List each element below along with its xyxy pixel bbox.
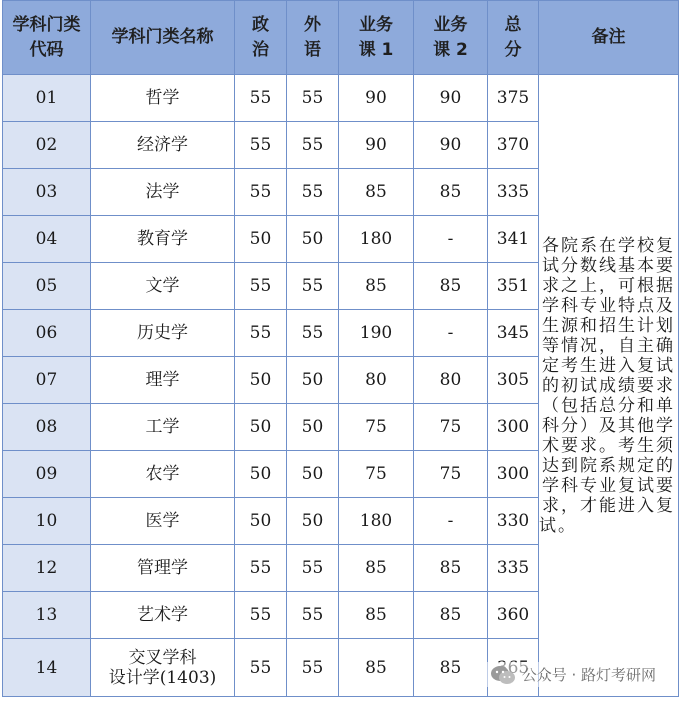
header-language: 外 语	[287, 1, 339, 75]
cell-name: 哲学	[91, 75, 235, 122]
header-course2: 业务 课 2	[414, 1, 488, 75]
cell-course1: 85	[339, 545, 414, 592]
cell-code: 12	[3, 545, 91, 592]
cell-total: 370	[488, 122, 539, 169]
cell-total: 360	[488, 592, 539, 639]
cell-politics: 50	[235, 357, 287, 404]
cell-name: 农学	[91, 451, 235, 498]
cell-course1: 85	[339, 592, 414, 639]
cell-name: 医学	[91, 498, 235, 545]
cell-politics: 50	[235, 498, 287, 545]
cell-total: 330	[488, 498, 539, 545]
cell-code: 09	[3, 451, 91, 498]
cell-course1: 180	[339, 216, 414, 263]
cell-course2: 85	[414, 545, 488, 592]
cell-course1: 75	[339, 451, 414, 498]
table-header	[3, 1, 679, 75]
cell-course2: 85	[414, 169, 488, 216]
header-course1: 业务 课 1	[339, 1, 414, 75]
cell-course2: -	[414, 498, 488, 545]
cell-code: 07	[3, 357, 91, 404]
cell-language: 55	[287, 122, 339, 169]
cell-name: 交叉学科 设计学(1403)	[91, 639, 235, 697]
cell-course2: -	[414, 216, 488, 263]
cell-code: 06	[3, 310, 91, 357]
cell-name: 教育学	[91, 216, 235, 263]
table-row	[3, 75, 679, 122]
cell-code: 04	[3, 216, 91, 263]
cell-language: 50	[287, 404, 339, 451]
cell-total: 335	[488, 169, 539, 216]
header-politics: 政 治	[235, 1, 287, 75]
cell-politics: 55	[235, 592, 287, 639]
cell-total: 300	[488, 451, 539, 498]
cell-code: 01	[3, 75, 91, 122]
wechat-icon	[490, 665, 516, 685]
cell-total: 375	[488, 75, 539, 122]
header-note: 备注	[539, 1, 679, 75]
cell-name: 历史学	[91, 310, 235, 357]
score-table	[2, 0, 679, 697]
cell-course1: 75	[339, 404, 414, 451]
cell-language: 50	[287, 451, 339, 498]
cell-name: 经济学	[91, 122, 235, 169]
cell-code: 08	[3, 404, 91, 451]
cell-language: 50	[287, 357, 339, 404]
watermark-text: 公众号 · 路灯考研网	[521, 666, 656, 684]
cell-politics: 55	[235, 263, 287, 310]
cell-course1: 180	[339, 498, 414, 545]
cell-course1: 85	[339, 263, 414, 310]
cell-name: 艺术学	[91, 592, 235, 639]
cell-language: 50	[287, 216, 339, 263]
cell-politics: 55	[235, 639, 287, 697]
note-cell: 各院系在学校复试分数线基本要求之上，可根据学科专业特点及生源和招生计划等情况，自主确定考生进入复试的初试成绩要求（包括总分和单科分）及其他学术要求。考生须达到院系规定的学科专业复试要求，才能进入复试。	[539, 75, 679, 697]
cell-course1: 190	[339, 310, 414, 357]
cell-politics: 55	[235, 169, 287, 216]
watermark	[486, 662, 660, 687]
cell-course1: 90	[339, 75, 414, 122]
cell-language: 55	[287, 75, 339, 122]
cell-course2: 85	[414, 263, 488, 310]
cell-total: 335	[488, 545, 539, 592]
cell-politics: 55	[235, 545, 287, 592]
header-name: 学科门类名称	[91, 1, 235, 75]
cell-politics: 55	[235, 310, 287, 357]
cell-code: 03	[3, 169, 91, 216]
cell-course2: 85	[414, 592, 488, 639]
cell-name: 法学	[91, 169, 235, 216]
cell-total: 351	[488, 263, 539, 310]
cell-course2: 75	[414, 404, 488, 451]
cell-politics: 50	[235, 216, 287, 263]
cell-code: 05	[3, 263, 91, 310]
cell-code: 14	[3, 639, 91, 697]
cell-code: 10	[3, 498, 91, 545]
cell-course2: 90	[414, 75, 488, 122]
cell-course2: 75	[414, 451, 488, 498]
cell-course2: -	[414, 310, 488, 357]
cell-course1: 80	[339, 357, 414, 404]
cell-total: 345	[488, 310, 539, 357]
cell-course2: 85	[414, 639, 488, 697]
cell-name: 文学	[91, 263, 235, 310]
header-code: 学科门类 代码	[3, 1, 91, 75]
cell-course1: 85	[339, 639, 414, 697]
cell-course2: 90	[414, 122, 488, 169]
cell-total: 305	[488, 357, 539, 404]
cell-total: 341	[488, 216, 539, 263]
cell-language: 55	[287, 169, 339, 216]
cell-total: 300	[488, 404, 539, 451]
cell-course2: 80	[414, 357, 488, 404]
cell-language: 55	[287, 639, 339, 697]
cell-language: 55	[287, 592, 339, 639]
cell-language: 55	[287, 310, 339, 357]
cell-politics: 55	[235, 122, 287, 169]
cell-language: 55	[287, 263, 339, 310]
cell-code: 02	[3, 122, 91, 169]
cell-code: 13	[3, 592, 91, 639]
cell-language: 55	[287, 545, 339, 592]
cell-language: 50	[287, 498, 339, 545]
cell-politics: 50	[235, 451, 287, 498]
cell-politics: 55	[235, 75, 287, 122]
table-body	[3, 75, 679, 697]
cell-name: 工学	[91, 404, 235, 451]
cell-politics: 50	[235, 404, 287, 451]
cell-name: 理学	[91, 357, 235, 404]
cell-name: 管理学	[91, 545, 235, 592]
cell-course1: 90	[339, 122, 414, 169]
cell-course1: 85	[339, 169, 414, 216]
header-total: 总 分	[488, 1, 539, 75]
